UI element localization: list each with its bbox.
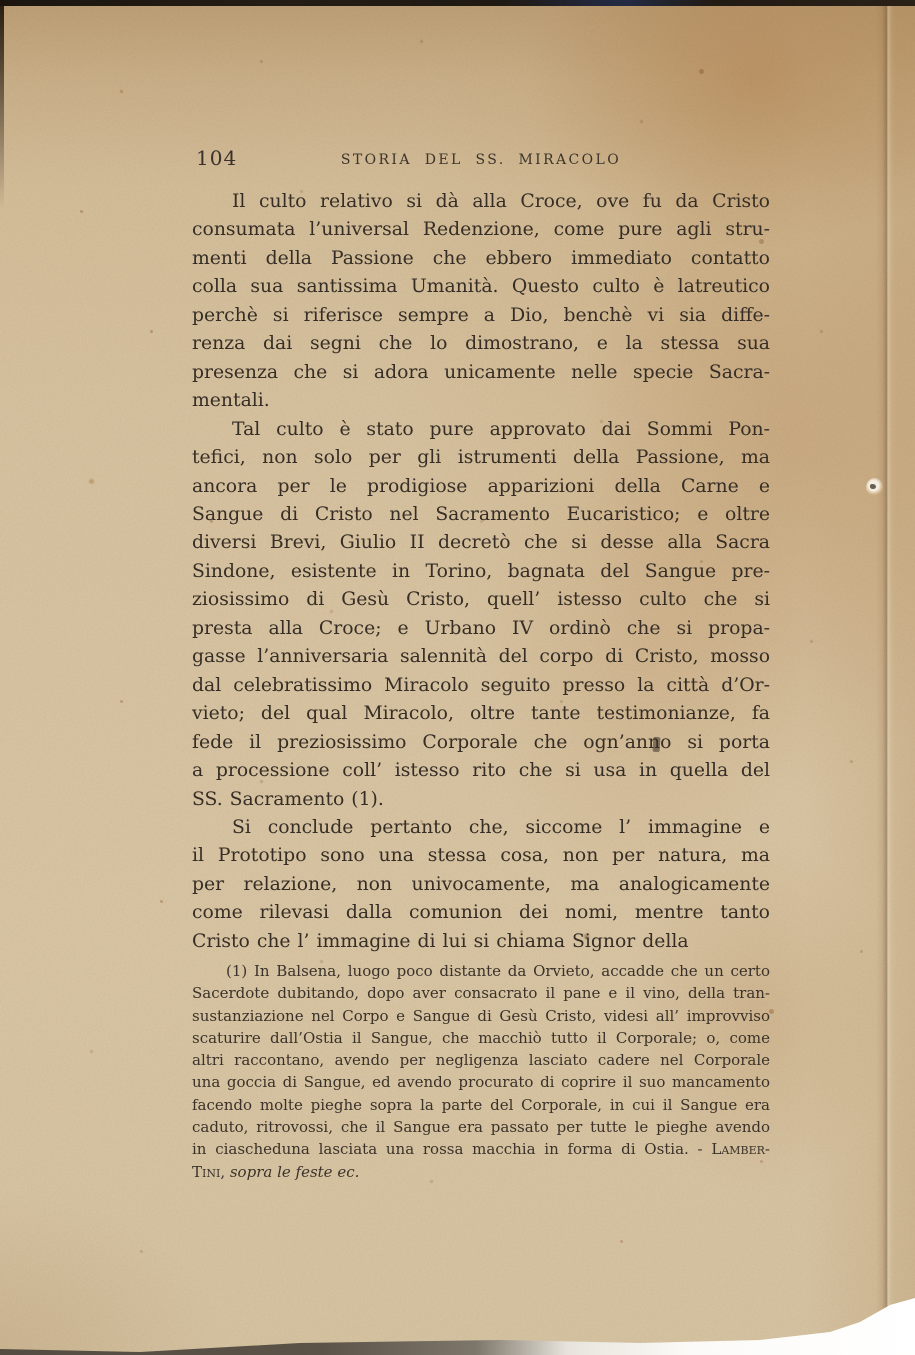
footnote-line: (1) In Balsena, luogo poco distante da Orvieto, accadde che un certo xyxy=(226,962,770,980)
text-line: dal celebratissimo Miracolo seguito presso la città d’Or- xyxy=(192,674,770,696)
text-line: menti della Passione che ebbero immediato contatto xyxy=(192,247,770,269)
footnote-line xyxy=(192,1161,770,1183)
footnote xyxy=(192,960,770,1183)
footnote-author-name: Lamber- xyxy=(711,1140,770,1159)
text-line: gasse l’anniversaria salennità del corpo di Cristo, mosso xyxy=(192,646,770,668)
page-fold-crease xyxy=(876,0,896,1330)
page-number: 104 xyxy=(196,146,238,170)
text-line: vieto; del qual Miracolo, oltre tante testimonianze, fa xyxy=(192,703,770,725)
text-line: Sangue di Cristo nel Sacramento Eucaristico; e oltre xyxy=(192,503,770,525)
torn-bottom-edge xyxy=(0,1295,915,1355)
text-line: Sindone, esistente in Torino, bagnata del Sangue pre- xyxy=(192,560,770,582)
text-line: tefici, non solo per gli istrumenti della Passione, ma xyxy=(192,447,770,469)
footnote-line: Sacerdote dubitando, dopo aver consacrato il pane e il vino, della tran- xyxy=(192,984,770,1003)
text-line: consumata l’universal Redenzione, come pure agli stru- xyxy=(192,219,770,241)
footnote-line: scaturire dall’Ostia il Sangue, che macchiò tutto il Corporale; o, come xyxy=(192,1028,770,1047)
text-line: Tal culto è stato pure approvato dai Sommi Pon- xyxy=(232,418,770,440)
text-line: diversi Brevi, Giulio II decretò che si desse alla Sacra xyxy=(192,532,770,554)
footnote-citation-text: in ciascheduna lasciata una rossa macchia in forma di Ostia. - xyxy=(192,1140,712,1159)
text-line: a processione coll’ istesso rito che si usa in quella del xyxy=(192,760,770,782)
paragraph-3 xyxy=(192,814,770,956)
text-line: il Prototipo sono una stessa cosa, non per natura, ma xyxy=(192,845,770,867)
footnote-line xyxy=(192,1138,770,1160)
page-left-edge xyxy=(0,0,4,210)
footnote-line: una goccia di Sangue, ed avendo procurato di coprire il suo mancamento xyxy=(192,1073,770,1092)
footnote-line: altri raccontano, avendo per negligenza lasciato cadere nel Corporale xyxy=(192,1051,770,1070)
text-line: perchè si riferisce sempre a Dio, benchè vi sia diffe- xyxy=(192,304,770,326)
text-line: mentali. xyxy=(192,390,270,412)
text-line: ziosissimo di Gesù Cristo, quell’ istesso culto che si xyxy=(192,589,770,611)
footnote-line: sustanziazione nel Corpo e Sangue di Gesù Cristo, videsi all’ improvviso xyxy=(192,1006,770,1025)
body-text xyxy=(192,188,770,956)
text-line: renza dai segni che lo dimostrano, e la stessa sua xyxy=(192,333,770,355)
text-line: come rilevasi dalla comunion dei nomi, mentre tanto xyxy=(192,902,770,924)
footnote-work-title: sopra le feste ec. xyxy=(225,1162,360,1181)
text-line: Il culto relativo si dà alla Croce, ove fu da Cristo xyxy=(232,191,770,212)
paragraph-2 xyxy=(192,416,770,814)
running-header: STORIA DEL SS. MIRACOLO xyxy=(340,152,622,168)
text-line: SS. Sacramento (1). xyxy=(192,788,384,810)
text-line: Cristo che l’ immagine di lui si chiama Signor della xyxy=(192,930,689,952)
footnote-line: caduto, ritrovossi, che il Sangue era passato per tutte le pieghe avendo xyxy=(192,1118,770,1137)
text-line: fede il preziosissimo Corporale che ogn’anno si porta xyxy=(192,731,770,753)
paper-hole xyxy=(866,478,883,497)
text-line: presenza che si adora unicamente nelle specie Sacra- xyxy=(192,361,770,383)
footnote-author-name: Tini, xyxy=(192,1162,226,1181)
text-line: ancora per le prodigiose apparizioni della Carne e xyxy=(192,475,770,497)
text-line: colla sua santissima Umanità. Questo culto è latreutico xyxy=(192,276,770,298)
text-line: per relazione, non univocamente, ma analogicamente xyxy=(192,873,770,895)
text-line: Si conclude pertanto che, siccome l’ immagine e xyxy=(232,816,770,838)
page-top-edge xyxy=(0,0,915,6)
paragraph-1 xyxy=(192,188,770,416)
text-line: presta alla Croce; e Urbano IV ordinò che si propa- xyxy=(192,617,770,639)
footnote-line: facendo molte pieghe sopra la parte del Corporale, in cui il Sangue era xyxy=(192,1095,770,1114)
